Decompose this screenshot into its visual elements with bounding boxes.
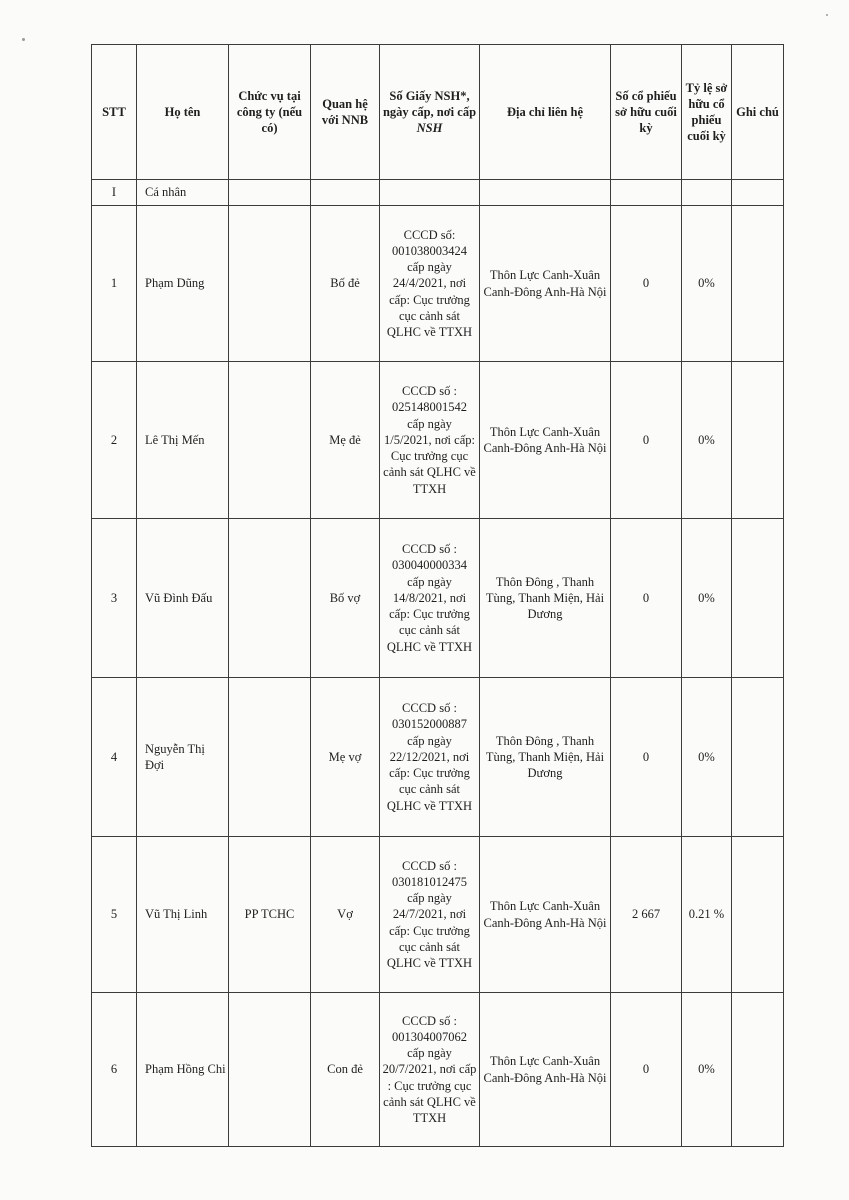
cell-address: Thôn Lực Canh-Xuân Canh-Đông Anh-Hà Nội <box>480 837 611 993</box>
cell-name: Nguyễn Thị Đợi <box>137 678 229 837</box>
cell-relation: Con đẻ <box>311 993 380 1147</box>
scan-speck <box>22 38 25 41</box>
cell-position <box>229 993 311 1147</box>
cell-name: Phạm Hồng Chi <box>137 993 229 1147</box>
cell-id-info: CCCD số : 030152000887 cấp ngày 22/12/2021, nơi cấp: Cục trưởng cục cảnh sát QLHC về TTXH <box>380 678 480 837</box>
cell-address: Thôn Lực Canh-Xuân Canh-Đông Anh-Hà Nội <box>480 993 611 1147</box>
cell-position <box>229 678 311 837</box>
cell-note <box>732 993 784 1147</box>
table-row <box>92 206 784 362</box>
cell-address: Thôn Lực Canh-Xuân Canh-Đông Anh-Hà Nội <box>480 206 611 362</box>
cell-shares: 0 <box>611 206 682 362</box>
col-header-id <box>380 45 480 180</box>
cell-relation: Bố vợ <box>311 519 380 678</box>
cell-address: Thôn Đông , Thanh Tùng, Thanh Miện, Hải Dương <box>480 678 611 837</box>
col-header-id-main: Số Giấy NSH*, ngày cấp, nơi cấp <box>382 88 477 119</box>
cell-ratio: 0% <box>682 519 732 678</box>
col-header-name: Họ tên <box>137 45 229 180</box>
cell-stt: 4 <box>92 678 137 837</box>
col-header-position: Chức vụ tại công ty (nếu có) <box>229 45 311 180</box>
cell-name: Lê Thị Mến <box>137 362 229 519</box>
scan-speck <box>826 14 828 16</box>
cell-ratio: 0% <box>682 362 732 519</box>
cell-id-info: CCCD số : 030040000334 cấp ngày 14/8/2021, nơi cấp: Cục trưởng cục cảnh sát QLHC về TTXH <box>380 519 480 678</box>
cell-shares: 0 <box>611 678 682 837</box>
cell-name: Vũ Đình Đấu <box>137 519 229 678</box>
cell-stt: 3 <box>92 519 137 678</box>
section-stt: I <box>92 180 137 206</box>
cell-relation: Vợ <box>311 837 380 993</box>
cell-shares: 0 <box>611 519 682 678</box>
col-header-id-italic: NSH <box>416 121 443 136</box>
col-header-shares: Số cổ phiếu sở hữu cuối kỳ <box>611 45 682 180</box>
cell-note <box>732 837 784 993</box>
cell-stt: 5 <box>92 837 137 993</box>
cell-note <box>732 206 784 362</box>
col-header-note: Ghi chú <box>732 45 784 180</box>
cell-shares: 0 <box>611 993 682 1147</box>
cell-ratio: 0.21 % <box>682 837 732 993</box>
header-row <box>92 45 784 180</box>
cell-ratio: 0% <box>682 678 732 837</box>
cell-position <box>229 519 311 678</box>
section-label: Cá nhân <box>137 180 229 206</box>
cell-shares: 2 667 <box>611 837 682 993</box>
table-row <box>92 837 784 993</box>
section-row <box>92 180 784 206</box>
cell-id-info: CCCD số : 030181012475 cấp ngày 24/7/2021, nơi cấp: Cục trưởng cục cảnh sát QLHC về TTXH <box>380 837 480 993</box>
cell-position <box>229 206 311 362</box>
col-header-stt: STT <box>92 45 137 180</box>
col-header-relation: Quan hệ với NNB <box>311 45 380 180</box>
cell-id-info: CCCD số: 001038003424 cấp ngày 24/4/2021, nơi cấp: Cục trưởng cục cảnh sát QLHC về TTXH <box>380 206 480 362</box>
cell-name: Vũ Thị Linh <box>137 837 229 993</box>
cell-note <box>732 678 784 837</box>
cell-stt: 6 <box>92 993 137 1147</box>
cell-address: Thôn Lực Canh-Xuân Canh-Đông Anh-Hà Nội <box>480 362 611 519</box>
cell-shares: 0 <box>611 362 682 519</box>
cell-relation: Mẹ vợ <box>311 678 380 837</box>
cell-ratio: 0% <box>682 993 732 1147</box>
cell-note <box>732 519 784 678</box>
cell-note <box>732 362 784 519</box>
cell-stt: 2 <box>92 362 137 519</box>
table-row <box>92 993 784 1147</box>
cell-name: Phạm Dũng <box>137 206 229 362</box>
related-persons-table <box>91 44 784 1147</box>
col-header-ratio: Tỷ lệ sở hữu cổ phiếu cuối kỳ <box>682 45 732 180</box>
cell-relation: Mẹ đẻ <box>311 362 380 519</box>
table-row <box>92 678 784 837</box>
table-row <box>92 519 784 678</box>
cell-id-info: CCCD số : 025148001542 cấp ngày 1/5/2021, nơi cấp: Cục trưởng cục cảnh sát QLHC về TTXH <box>380 362 480 519</box>
col-header-address: Địa chỉ liên hệ <box>480 45 611 180</box>
cell-address: Thôn Đông , Thanh Tùng, Thanh Miện, Hải Dương <box>480 519 611 678</box>
table-row <box>92 362 784 519</box>
cell-stt: 1 <box>92 206 137 362</box>
cell-position <box>229 362 311 519</box>
cell-ratio: 0% <box>682 206 732 362</box>
cell-position: PP TCHC <box>229 837 311 993</box>
cell-relation: Bố đẻ <box>311 206 380 362</box>
cell-id-info: CCCD số : 001304007062 cấp ngày 20/7/2021, nơi cấp : Cục trưởng cục cảnh sát QLHC về TTXH <box>380 993 480 1147</box>
